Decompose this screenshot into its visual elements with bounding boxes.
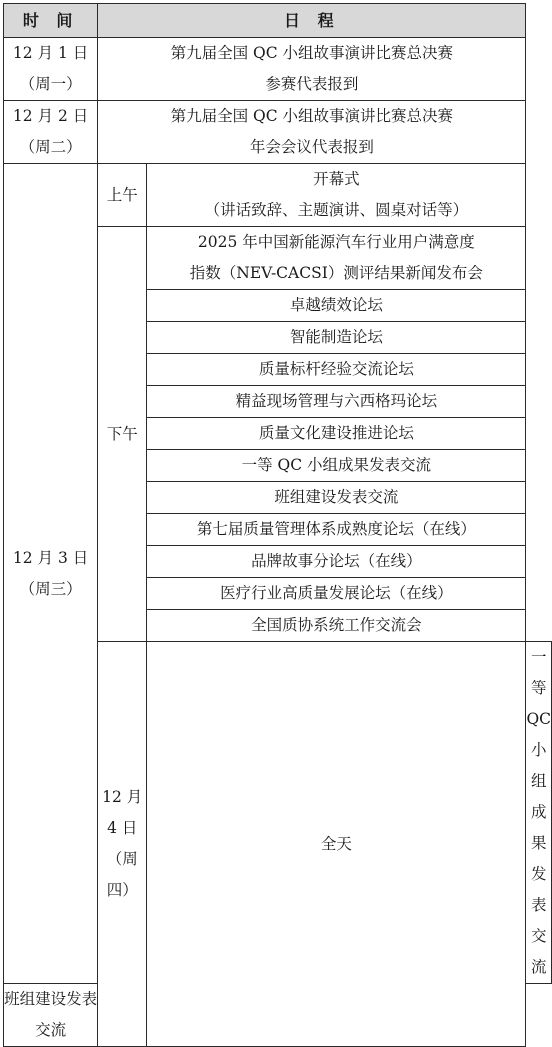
event-cell: 品牌故事分论坛（在线） [147, 546, 526, 578]
event-cell: 智能制造论坛 [147, 322, 526, 354]
weekday-text: （周一） [19, 75, 82, 93]
event-cell: 全国质协系统工作交流会 [147, 610, 526, 642]
event-cell: 班组建设发表交流 [4, 984, 98, 1047]
event-cell: 第七届质量管理体系成熟度论坛（在线） [147, 514, 526, 546]
date-cell [4, 38, 98, 101]
event-line: 第九届全国 QC 小组故事演讲比赛总决赛 [170, 44, 454, 62]
event-cell [98, 38, 526, 101]
period-cell-afternoon: 下午 [98, 227, 147, 642]
event-cell: 医疗行业高质量发展论坛（在线） [147, 578, 526, 610]
date-text: 12 月 1 日 [12, 44, 89, 62]
event-cell [98, 101, 526, 164]
event-cell: 一等 QC 小组成果发表交流 [147, 450, 526, 482]
header-row [4, 4, 552, 38]
time-column-header: 时 间 [4, 4, 98, 38]
date-text: 12 月 2 日 [12, 107, 89, 125]
event-line: 开幕式 [313, 170, 360, 188]
event-line: （讲话致辞、主题演讲、圆桌对话等） [204, 201, 469, 219]
event-cell: 一等 QC 小组成果发表交流 [526, 642, 552, 984]
event-cell: 班组建设发表交流 [147, 482, 526, 514]
event-cell [147, 164, 526, 227]
event-line: 指数（NEV-CACSI）测评结果新闻发布会 [189, 264, 483, 282]
event-line: 2025 年中国新能源汽车行业用户满意度 [197, 233, 475, 251]
date-cell [98, 642, 147, 1047]
event-cell: 卓越绩效论坛 [147, 290, 526, 322]
period-cell-morning: 上午 [98, 164, 147, 227]
date-text: 12 月 3 日 [12, 548, 89, 567]
period-cell-allday: 全天 [147, 642, 526, 1047]
event-cell: 质量文化建设推进论坛 [147, 418, 526, 450]
date-cell [4, 101, 98, 164]
day-row-2 [4, 101, 552, 164]
event-line: 第九届全国 QC 小组故事演讲比赛总决赛 [170, 107, 454, 125]
weekday-text: （周四） [106, 850, 138, 899]
event-cell: 质量标杆经验交流论坛 [147, 354, 526, 386]
day-row-1 [4, 38, 552, 101]
schedule-column-header: 日 程 [98, 4, 526, 38]
weekday-text: （周三） [19, 579, 82, 598]
date-text: 12 月 4 日 [102, 788, 143, 837]
weekday-text: （周二） [19, 138, 82, 156]
event-line: 年会会议代表报到 [249, 138, 374, 156]
schedule-table [3, 3, 552, 1047]
event-cell: 精益现场管理与六西格玛论坛 [147, 386, 526, 418]
event-line: 参赛代表报到 [265, 75, 359, 93]
event-cell [147, 227, 526, 290]
day-row-3-morning [4, 164, 552, 227]
date-cell [4, 164, 98, 984]
